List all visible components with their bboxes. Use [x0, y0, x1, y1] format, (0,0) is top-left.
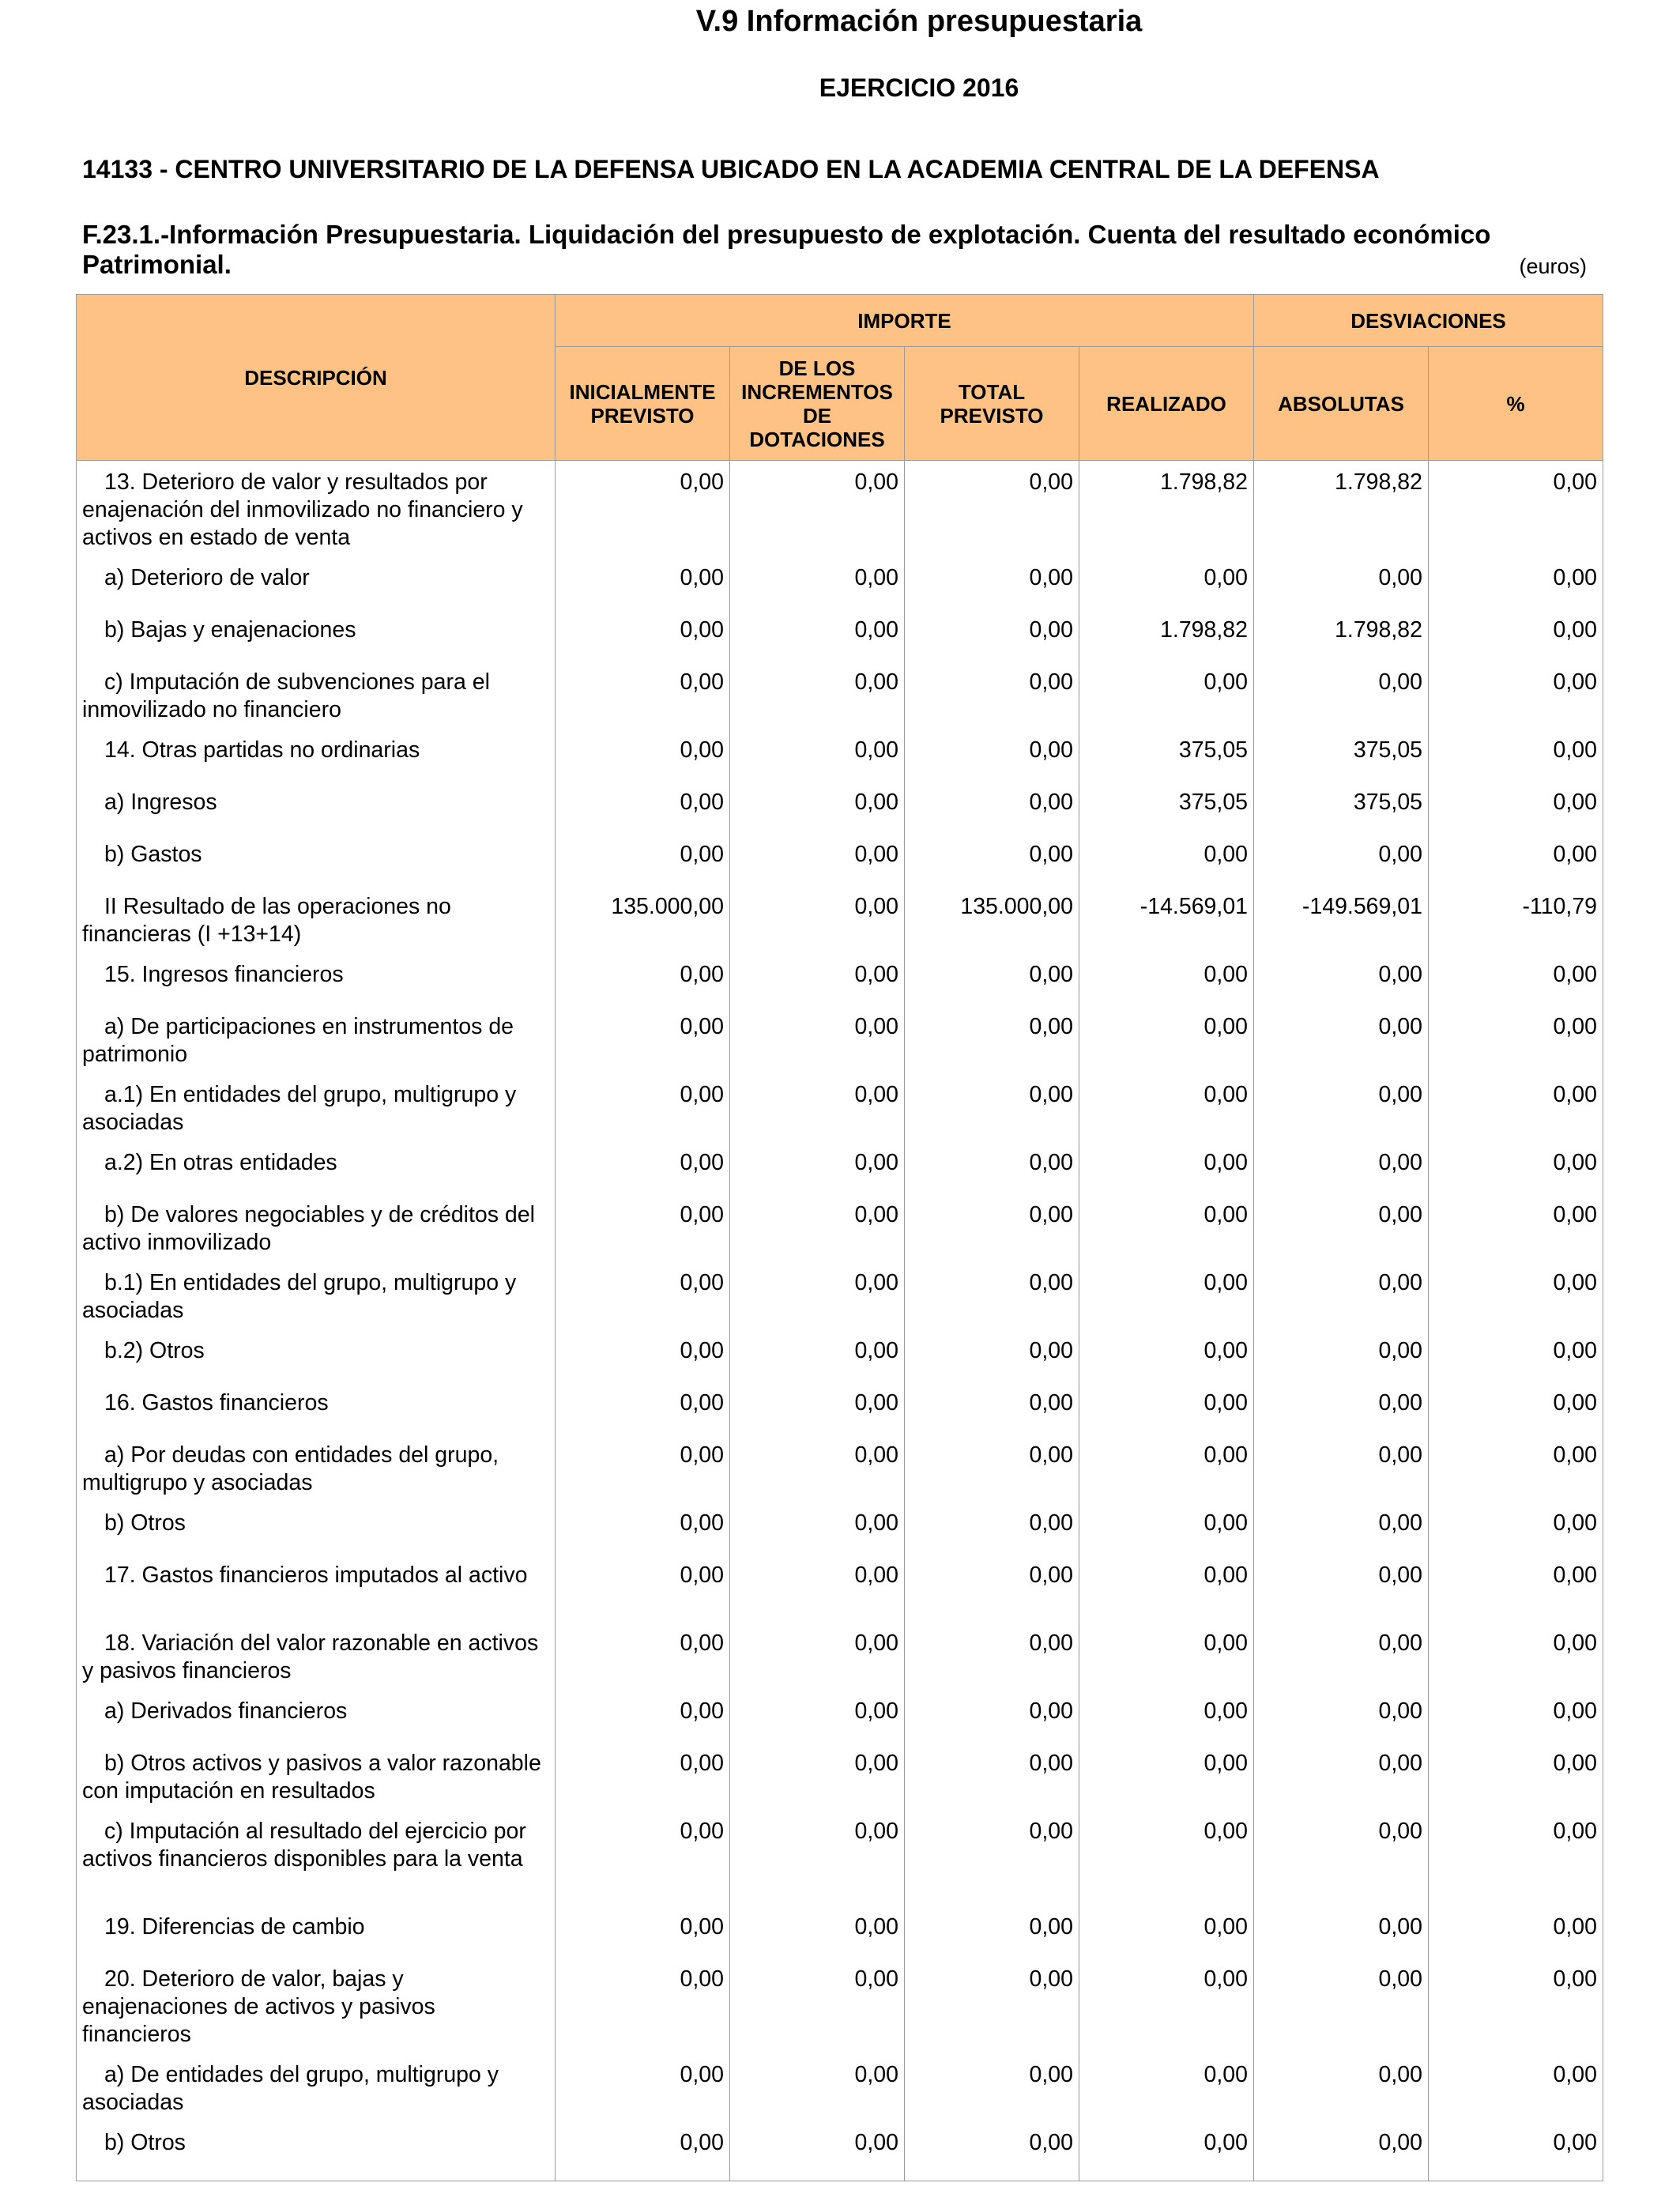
- cell-inicial: 0,00: [556, 661, 730, 729]
- cell-inicial: 0,00: [556, 1622, 730, 1690]
- cell-inicial: 0,00: [556, 1554, 730, 1622]
- cell-pct: 0,00: [1429, 1005, 1603, 1073]
- cell-realizado: 375,05: [1079, 729, 1254, 781]
- cell-incrementos: 0,00: [730, 2053, 905, 2121]
- cell-realizado: 0,00: [1079, 1005, 1254, 1073]
- cell-incrementos: 0,00: [730, 1906, 905, 1958]
- cell-absolutas: 0,00: [1254, 1382, 1429, 1434]
- row-description: a) Por deudas con entidades del grupo, multigrupo y asociadas: [77, 1434, 556, 1502]
- table-row: [77, 2053, 1603, 2121]
- cell-absolutas: 1.798,82: [1254, 609, 1429, 661]
- cell-total: 0,00: [905, 461, 1079, 556]
- cell-realizado: 0,00: [1079, 1193, 1254, 1261]
- entity-name: 14133 - CENTRO UNIVERSITARIO DE LA DEFENSA UBICADO EN LA ACADEMIA CENTRAL DE LA DEFENSA: [82, 155, 1380, 183]
- row-description: b) De valores negociables y de créditos del activo inmovilizado: [77, 1193, 556, 1261]
- cell-inicial: 0,00: [556, 1502, 730, 1554]
- budget-table: [76, 294, 1603, 2181]
- cell-absolutas: 0,00: [1254, 556, 1429, 609]
- cell-pct: 0,00: [1429, 1554, 1603, 1622]
- cell-realizado: 0,00: [1079, 1554, 1254, 1622]
- table-row: [77, 1073, 1603, 1141]
- cell-total: 0,00: [905, 2053, 1079, 2121]
- cell-total: 0,00: [905, 1329, 1079, 1382]
- row-description: 20. Deterioro de valor, bajas y enajenaciones de activos y pasivos financieros: [77, 1958, 556, 2053]
- cell-pct: 0,00: [1429, 1742, 1603, 1810]
- cell-pct: 0,00: [1429, 1073, 1603, 1141]
- units-label: (euros): [1519, 254, 1587, 278]
- table-row: [77, 1329, 1603, 1382]
- cell-total: 135.000,00: [905, 885, 1079, 953]
- cell-incrementos: 0,00: [730, 1622, 905, 1690]
- cell-incrementos: 0,00: [730, 1554, 905, 1622]
- cell-incrementos: 0,00: [730, 609, 905, 661]
- cell-incrementos: 0,00: [730, 953, 905, 1005]
- cell-realizado: 0,00: [1079, 1261, 1254, 1329]
- cell-pct: 0,00: [1429, 1906, 1603, 1958]
- row-description: b.1) En entidades del grupo, multigrupo y asociadas: [77, 1261, 556, 1329]
- cell-absolutas: 0,00: [1254, 1329, 1429, 1382]
- cell-incrementos: 0,00: [730, 781, 905, 833]
- cell-absolutas: 0,00: [1254, 1005, 1429, 1073]
- cell-inicial: 0,00: [556, 1434, 730, 1502]
- cell-inicial: 0,00: [556, 1073, 730, 1141]
- cell-pct: 0,00: [1429, 1690, 1603, 1742]
- cell-realizado: 0,00: [1079, 1141, 1254, 1193]
- cell-total: 0,00: [905, 1742, 1079, 1810]
- cell-pct: 0,00: [1429, 2121, 1603, 2181]
- cell-incrementos: 0,00: [730, 2121, 905, 2181]
- cell-total: 0,00: [905, 1193, 1079, 1261]
- cell-incrementos: 0,00: [730, 1073, 905, 1141]
- table-row: [77, 556, 1603, 609]
- cell-pct: 0,00: [1429, 661, 1603, 729]
- cell-inicial: 0,00: [556, 1261, 730, 1329]
- cell-pct: 0,00: [1429, 1434, 1603, 1502]
- cell-inicial: 0,00: [556, 609, 730, 661]
- cell-total: 0,00: [905, 556, 1079, 609]
- cell-total: 0,00: [905, 1906, 1079, 1958]
- cell-inicial: 0,00: [556, 2121, 730, 2181]
- row-description: II Resultado de las operaciones no financieras (I +13+14): [77, 885, 556, 953]
- table-row: [77, 1261, 1603, 1329]
- cell-incrementos: 0,00: [730, 1261, 905, 1329]
- cell-total: 0,00: [905, 1810, 1079, 1906]
- table-row: [77, 833, 1603, 885]
- table-body: [77, 461, 1603, 2181]
- cell-inicial: 0,00: [556, 1742, 730, 1810]
- cell-absolutas: 0,00: [1254, 661, 1429, 729]
- table-row: [77, 1906, 1603, 1958]
- cell-pct: 0,00: [1429, 556, 1603, 609]
- table-row: [77, 1193, 1603, 1261]
- cell-pct: 0,00: [1429, 609, 1603, 661]
- cell-pct: 0,00: [1429, 729, 1603, 781]
- cell-inicial: 0,00: [556, 729, 730, 781]
- cell-absolutas: 0,00: [1254, 1141, 1429, 1193]
- col-header-descripcion: DESCRIPCIÓN: [77, 295, 556, 461]
- cell-inicial: 0,00: [556, 556, 730, 609]
- table-row: [77, 1690, 1603, 1742]
- cell-total: 0,00: [905, 1622, 1079, 1690]
- cell-pct: 0,00: [1429, 1810, 1603, 1906]
- cell-realizado: 0,00: [1079, 556, 1254, 609]
- cell-absolutas: 0,00: [1254, 2121, 1429, 2181]
- cell-inicial: 0,00: [556, 2053, 730, 2121]
- cell-realizado: 0,00: [1079, 1434, 1254, 1502]
- row-description: b) Bajas y enajenaciones: [77, 609, 556, 661]
- cell-incrementos: 0,00: [730, 661, 905, 729]
- cell-incrementos: 0,00: [730, 885, 905, 953]
- cell-absolutas: 375,05: [1254, 781, 1429, 833]
- cell-absolutas: 375,05: [1254, 729, 1429, 781]
- cell-pct: 0,00: [1429, 781, 1603, 833]
- table-row: [77, 461, 1603, 556]
- cell-total: 0,00: [905, 1382, 1079, 1434]
- cell-realizado: -14.569,01: [1079, 885, 1254, 953]
- cell-realizado: 0,00: [1079, 661, 1254, 729]
- row-description: 17. Gastos financieros imputados al activo: [77, 1554, 556, 1622]
- cell-realizado: 0,00: [1079, 1073, 1254, 1141]
- col-header-inicial: INICIALMENTE PREVISTO: [556, 347, 730, 461]
- table-row: [77, 2121, 1603, 2181]
- row-description: 15. Ingresos financieros: [77, 953, 556, 1005]
- cell-absolutas: 0,00: [1254, 953, 1429, 1005]
- cell-total: 0,00: [905, 661, 1079, 729]
- row-description: 18. Variación del valor razonable en activos y pasivos financieros: [77, 1622, 556, 1690]
- row-description: a) Derivados financieros: [77, 1690, 556, 1742]
- cell-absolutas: 0,00: [1254, 1742, 1429, 1810]
- row-description: 14. Otras partidas no ordinarias: [77, 729, 556, 781]
- cell-absolutas: 0,00: [1254, 1434, 1429, 1502]
- cell-absolutas: -149.569,01: [1254, 885, 1429, 953]
- cell-total: 0,00: [905, 1073, 1079, 1141]
- row-description: 19. Diferencias de cambio: [77, 1906, 556, 1958]
- cell-realizado: 0,00: [1079, 833, 1254, 885]
- cell-pct: 0,00: [1429, 2053, 1603, 2121]
- cell-absolutas: 0,00: [1254, 1906, 1429, 1958]
- cell-incrementos: 0,00: [730, 1958, 905, 2053]
- cell-incrementos: 0,00: [730, 1742, 905, 1810]
- table-row: [77, 1742, 1603, 1810]
- col-header-realizado: REALIZADO: [1079, 347, 1254, 461]
- cell-total: 0,00: [905, 609, 1079, 661]
- table-row: [77, 1622, 1603, 1690]
- cell-inicial: 0,00: [556, 1005, 730, 1073]
- cell-realizado: 0,00: [1079, 2121, 1254, 2181]
- cell-absolutas: 0,00: [1254, 833, 1429, 885]
- cell-incrementos: 0,00: [730, 1690, 905, 1742]
- cell-inicial: 0,00: [556, 781, 730, 833]
- cell-inicial: 135.000,00: [556, 885, 730, 953]
- cell-realizado: 0,00: [1079, 1502, 1254, 1554]
- cell-incrementos: 0,00: [730, 833, 905, 885]
- cell-pct: 0,00: [1429, 1261, 1603, 1329]
- cell-pct: 0,00: [1429, 1502, 1603, 1554]
- cell-realizado: 0,00: [1079, 1906, 1254, 1958]
- cell-pct: 0,00: [1429, 953, 1603, 1005]
- cell-absolutas: 0,00: [1254, 1690, 1429, 1742]
- row-description: b) Gastos: [77, 833, 556, 885]
- cell-total: 0,00: [905, 1434, 1079, 1502]
- cell-realizado: 0,00: [1079, 1958, 1254, 2053]
- cell-inicial: 0,00: [556, 1193, 730, 1261]
- table-row: [77, 661, 1603, 729]
- cell-realizado: 0,00: [1079, 1742, 1254, 1810]
- cell-realizado: 0,00: [1079, 1690, 1254, 1742]
- cell-total: 0,00: [905, 1554, 1079, 1622]
- cell-absolutas: 0,00: [1254, 1502, 1429, 1554]
- cell-realizado: 0,00: [1079, 1622, 1254, 1690]
- cell-incrementos: 0,00: [730, 729, 905, 781]
- cell-absolutas: 0,00: [1254, 2053, 1429, 2121]
- cell-absolutas: 0,00: [1254, 1193, 1429, 1261]
- row-description: b) Otros: [77, 2121, 556, 2181]
- cell-pct: 0,00: [1429, 1141, 1603, 1193]
- cell-absolutas: 0,00: [1254, 1554, 1429, 1622]
- cell-inicial: 0,00: [556, 1958, 730, 2053]
- cell-realizado: 0,00: [1079, 953, 1254, 1005]
- fiscal-year: EJERCICIO 2016: [819, 74, 1019, 102]
- cell-realizado: 0,00: [1079, 1329, 1254, 1382]
- page-title: V.9 Información presupuestaria: [695, 5, 1143, 38]
- table-row: [77, 953, 1603, 1005]
- row-description: c) Imputación de subvenciones para el inmovilizado no financiero: [77, 661, 556, 729]
- row-description: c) Imputación al resultado del ejercicio por activos financieros disponibles para la venta: [77, 1810, 556, 1906]
- cell-inicial: 0,00: [556, 1906, 730, 1958]
- cell-total: 0,00: [905, 2121, 1079, 2181]
- cell-pct: 0,00: [1429, 1329, 1603, 1382]
- row-description: a) Ingresos: [77, 781, 556, 833]
- col-header-total: TOTAL PREVISTO: [905, 347, 1079, 461]
- cell-inicial: 0,00: [556, 1810, 730, 1906]
- cell-absolutas: 0,00: [1254, 1958, 1429, 2053]
- table-row: [77, 1554, 1603, 1622]
- cell-pct: 0,00: [1429, 1382, 1603, 1434]
- row-description: a.2) En otras entidades: [77, 1141, 556, 1193]
- cell-total: 0,00: [905, 1141, 1079, 1193]
- cell-absolutas: 0,00: [1254, 1261, 1429, 1329]
- cell-inicial: 0,00: [556, 1690, 730, 1742]
- cell-inicial: 0,00: [556, 1382, 730, 1434]
- cell-incrementos: 0,00: [730, 1810, 905, 1906]
- table-row: [77, 1958, 1603, 2053]
- cell-total: 0,00: [905, 833, 1079, 885]
- table-row: [77, 1382, 1603, 1434]
- row-description: 16. Gastos financieros: [77, 1382, 556, 1434]
- cell-realizado: 1.798,82: [1079, 461, 1254, 556]
- cell-incrementos: 0,00: [730, 556, 905, 609]
- table-row: [77, 1434, 1603, 1502]
- table-row: [77, 1810, 1603, 1906]
- table-row: [77, 781, 1603, 833]
- table-row: [77, 729, 1603, 781]
- table-row: [77, 885, 1603, 953]
- cell-pct: 0,00: [1429, 1622, 1603, 1690]
- cell-absolutas: 0,00: [1254, 1073, 1429, 1141]
- cell-realizado: 375,05: [1079, 781, 1254, 833]
- cell-inicial: 0,00: [556, 953, 730, 1005]
- cell-total: 0,00: [905, 1261, 1079, 1329]
- cell-total: 0,00: [905, 1005, 1079, 1073]
- row-description: a) De entidades del grupo, multigrupo y asociadas: [77, 2053, 556, 2121]
- row-description: a.1) En entidades del grupo, multigrupo y asociadas: [77, 1073, 556, 1141]
- cell-pct: -110,79: [1429, 885, 1603, 953]
- cell-pct: 0,00: [1429, 461, 1603, 556]
- cell-incrementos: 0,00: [730, 1502, 905, 1554]
- table-row: [77, 1141, 1603, 1193]
- row-description: a) Deterioro de valor: [77, 556, 556, 609]
- col-header-incrementos: DE LOS INCREMENTOS DE DOTACIONES: [730, 347, 905, 461]
- cell-total: 0,00: [905, 781, 1079, 833]
- group-header-importe: IMPORTE: [556, 295, 1254, 347]
- table-row: [77, 1005, 1603, 1073]
- row-description: b) Otros: [77, 1502, 556, 1554]
- table-row: [77, 609, 1603, 661]
- cell-total: 0,00: [905, 953, 1079, 1005]
- cell-incrementos: 0,00: [730, 1434, 905, 1502]
- cell-incrementos: 0,00: [730, 1005, 905, 1073]
- cell-total: 0,00: [905, 1690, 1079, 1742]
- cell-inicial: 0,00: [556, 1329, 730, 1382]
- cell-realizado: 0,00: [1079, 1382, 1254, 1434]
- cell-inicial: 0,00: [556, 461, 730, 556]
- cell-total: 0,00: [905, 1958, 1079, 2053]
- cell-total: 0,00: [905, 1502, 1079, 1554]
- cell-total: 0,00: [905, 729, 1079, 781]
- cell-absolutas: 1.798,82: [1254, 461, 1429, 556]
- group-header-desviaciones: DESVIACIONES: [1254, 295, 1603, 347]
- cell-pct: 0,00: [1429, 1193, 1603, 1261]
- cell-pct: 0,00: [1429, 1958, 1603, 2053]
- row-description: b) Otros activos y pasivos a valor razonable con imputación en resultados: [77, 1742, 556, 1810]
- section-title: F.23.1.-Información Presupuestaria. Liquidación del presupuesto de explotación. Cuenta del resultado económico Patrimonial.: [82, 220, 1491, 279]
- cell-incrementos: 0,00: [730, 1193, 905, 1261]
- col-header-absolutas: ABSOLUTAS: [1254, 347, 1429, 461]
- cell-realizado: 0,00: [1079, 1810, 1254, 1906]
- cell-realizado: 0,00: [1079, 2053, 1254, 2121]
- cell-incrementos: 0,00: [730, 461, 905, 556]
- col-header-pct: %: [1429, 347, 1603, 461]
- cell-pct: 0,00: [1429, 833, 1603, 885]
- row-description: b.2) Otros: [77, 1329, 556, 1382]
- cell-absolutas: 0,00: [1254, 1810, 1429, 1906]
- table-row: [77, 1502, 1603, 1554]
- cell-realizado: 1.798,82: [1079, 609, 1254, 661]
- row-description: 13. Deterioro de valor y resultados por enajenación del inmovilizado no financiero y activos en estado de venta: [77, 461, 556, 556]
- row-description: a) De participaciones en instrumentos de patrimonio: [77, 1005, 556, 1073]
- cell-incrementos: 0,00: [730, 1329, 905, 1382]
- cell-inicial: 0,00: [556, 833, 730, 885]
- cell-inicial: 0,00: [556, 1141, 730, 1193]
- cell-incrementos: 0,00: [730, 1141, 905, 1193]
- cell-absolutas: 0,00: [1254, 1622, 1429, 1690]
- cell-incrementos: 0,00: [730, 1382, 905, 1434]
